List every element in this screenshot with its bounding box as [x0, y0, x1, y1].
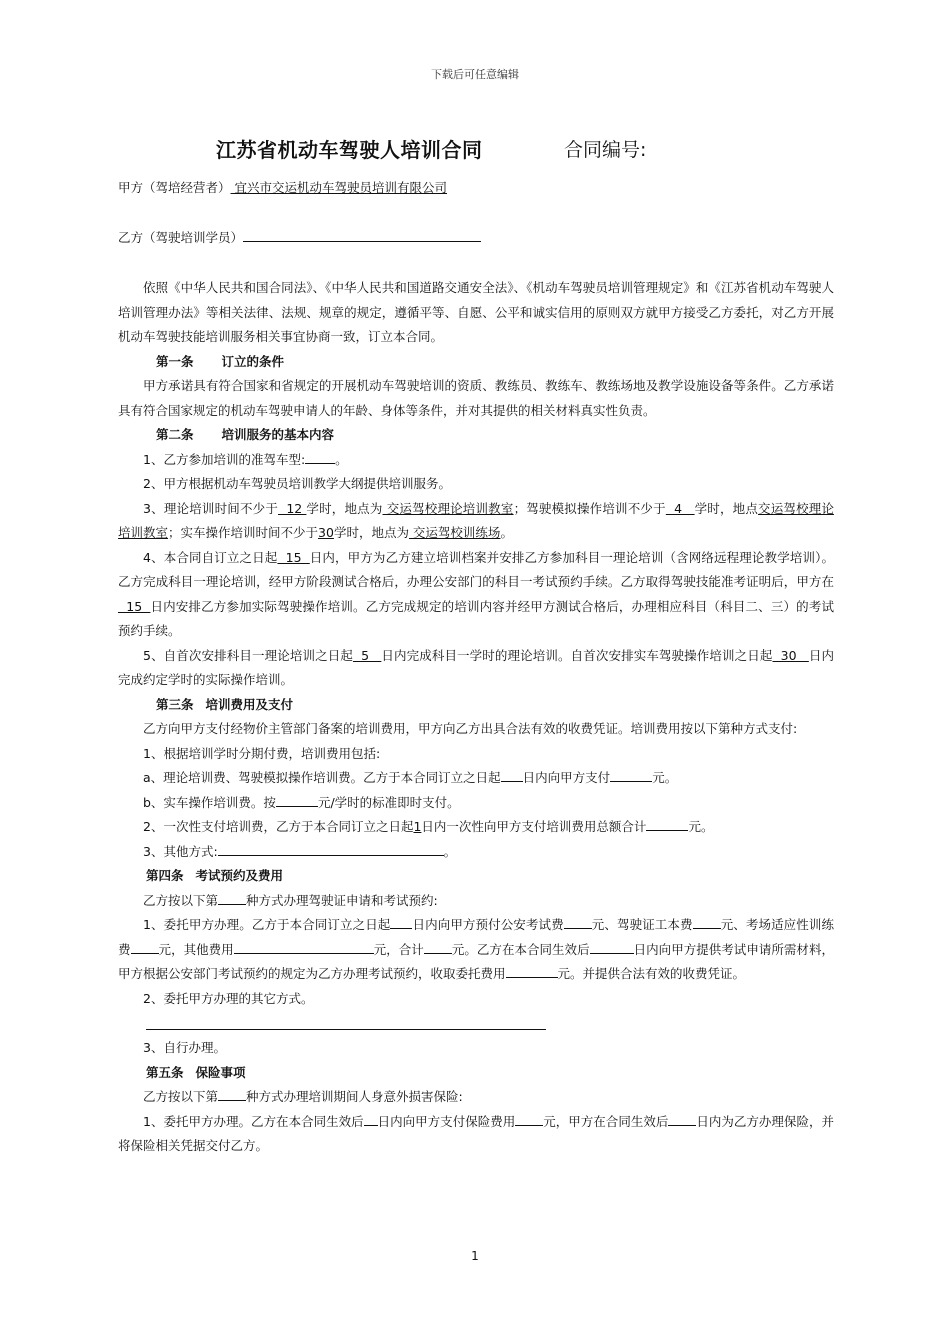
article-3-item-3: 3、其他方式: 。	[143, 843, 457, 859]
article-5-item-1: 1、委托甲方办理。乙方在本合同生效后 日内向甲方支付保险费用 元，甲方在合同生效后 日内为乙方办理保险，并将保险相关凭据交付乙方。	[118, 1113, 834, 1153]
article-3-heading: 第三条 培训费用及支付	[156, 696, 294, 712]
article-1-heading: 第一条 订立的条件	[156, 353, 285, 369]
party-a-value: 宜兴市交运机动车驾驶员培训有限公司	[234, 180, 448, 195]
article-3-text: 乙方向甲方支付经物价主管部门备案的培训费用，甲方向乙方出具合法有效的收费凭证。培训费用按以下第种方式支付:	[143, 721, 798, 736]
article-2-item-2: 2、甲方根据机动车驾驶员培训教学大纲提供培训服务。	[143, 476, 451, 491]
article-1-text: 甲方承诺具有符合国家和省规定的开展机动车驾驶培训的资质、教练员、教练车、教练场地及教学设施设备等条件。乙方承诺具有符合国家规定的机动车驾驶申请人的年龄、身体等条件，并对其提供的相关材料真实性负责。	[118, 378, 834, 418]
article-4-item-3: 3、自行办理。	[143, 1040, 226, 1055]
article-4-blank-line	[146, 1029, 546, 1030]
article-4-item-2: 2、委托甲方办理的其它方式。	[143, 990, 314, 1006]
article-5-text: 乙方按以下第 种方式办理培训期间人身意外损害保险:	[143, 1089, 463, 1104]
party-b-line	[118, 228, 481, 246]
page-number: 1	[471, 1249, 479, 1263]
title-row	[216, 134, 736, 164]
article-2-item-4: 4、本合同自订立之日起 15 日内，甲方为乙方建立培训档案并安排乙方参加科目一理论培训（含网络远程理论教学培训）。乙方完成科目一理论培训，经甲方阶段测试合格后，办理公安部门的科目一考试预约手续。乙方取得驾驶技能准考证明后，甲方在 15 日内安排乙方参加实际驾驶操作培训。乙方完成规定的培训内容并经甲方测试合格后，办理相应科目（科目二、三）的考试预约手续。	[118, 549, 834, 638]
party-a-label: 甲方（驾培经营者）	[118, 180, 231, 195]
article-5-heading: 第五条 保险事项	[146, 1064, 246, 1080]
party-b-blank	[243, 229, 481, 242]
article-3-item-1: 1、根据培训学时分期付费，培训费用包括:	[143, 745, 381, 761]
page-title: 江苏省机动车驾驶人培训合同	[216, 138, 483, 162]
article-3-item-2: 2、一次性支付培训费，乙方于本合同订立之日起1日内一次性向甲方支付培训费用总额合计 元。	[143, 819, 714, 834]
article-2-heading: 第二条 培训服务的基本内容	[156, 427, 335, 442]
party-b-label: 乙方（驾驶培训学员）	[118, 230, 244, 245]
article-4-heading: 第四条 考试预约及费用	[146, 868, 284, 883]
article-4-item-1: 1、委托甲方办理。乙方于本合同订立之日起 日内向甲方预付公安考试费 元、驾驶证工本费 元、考场适应性训练费 元，其他费用 元，合计 元。乙方在本合同生效后 日内向甲方提供考试申请所需材料，甲方根据公安部门考试预约的规定为乙方办理考试预约，收取委托费用 元。并提供合法有效的收费凭证。	[118, 917, 834, 981]
article-2-item-3: 3、理论培训时间不少于 12 学时，地点为 交运驾校理论培训教室；驾驶模拟操作培训不少于 4 学时，地点交运驾校理论培训教室；实车操作培训时间不少于30学时，地点为 交运驾校训练场。	[118, 500, 834, 540]
article-3-item-b: b、实车操作培训费。按 元/学时的标准即时支付。	[143, 794, 460, 810]
contract-body	[118, 276, 834, 1159]
article-4-text: 乙方按以下第 种方式办理驾驶证申请和考试预约:	[143, 892, 438, 908]
article-2-item-5: 5、自首次安排科目一理论培训之日起 5 日内完成科目一学时的理论培训。自首次安排实车驾驶操作培训之日起 30 日内完成约定学时的实际操作培训。	[118, 647, 834, 687]
article-3-item-a: a、理论培训费、驾驶模拟操作培训费。乙方于本合同订立之日起 日内向甲方支付 元。	[143, 770, 678, 785]
intro-paragraph: 依照《中华人民共和国合同法》、《中华人民共和国道路交通安全法》、《机动车驾驶员培训管理规定》和《江苏省机动车驾驶人培训管理办法》等相关法律、法规、规章的规定，遵循平等、自愿、公平和诚实信用的原则双方就甲方接受乙方委托，对乙方开展机动车驾驶技能培训服务相关事宜协商一致，订立本合同。	[118, 280, 834, 344]
header-note: 下载后可任意编辑	[431, 68, 519, 81]
party-a-line	[118, 178, 447, 196]
contract-number-label: 合同编号:	[564, 139, 647, 161]
article-2-item-1: 1、乙方参加培训的准驾车型: 。	[143, 451, 348, 467]
